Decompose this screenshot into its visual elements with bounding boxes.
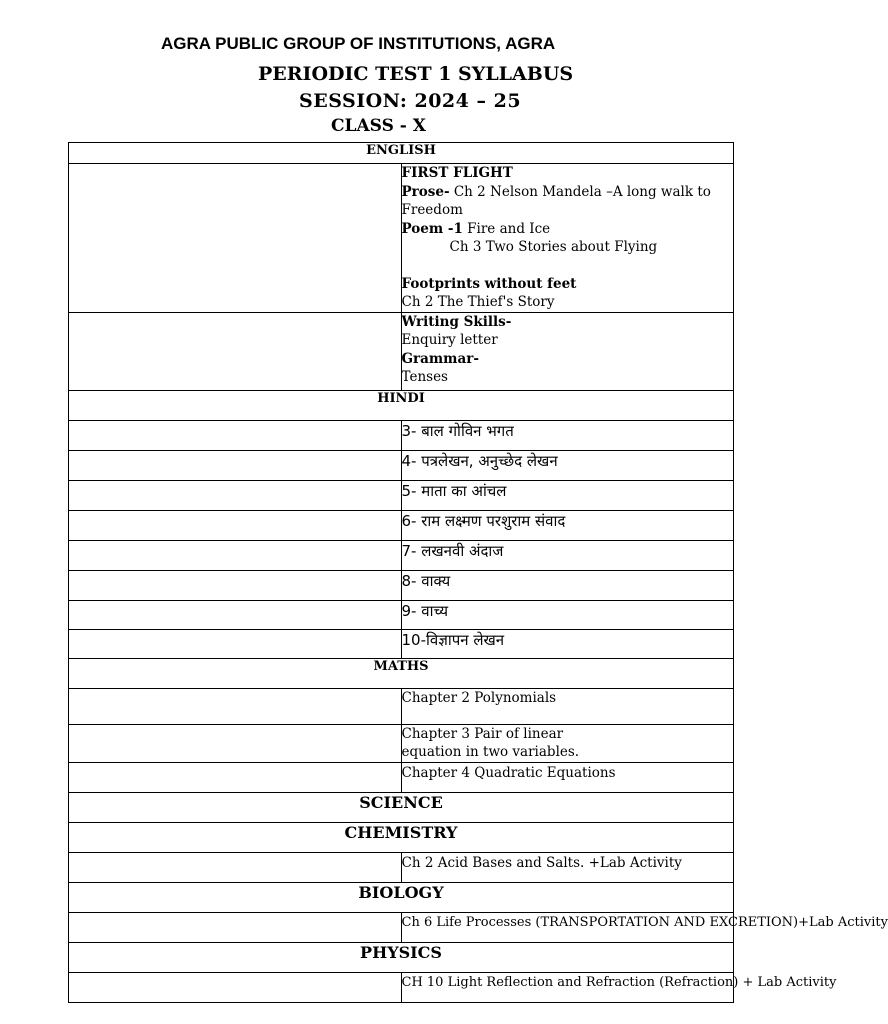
biology-header-row (69, 882, 734, 912)
empty-cell (69, 480, 402, 510)
chemistry-heading: CHEMISTRY (69, 822, 734, 852)
hindi-header-row (69, 390, 734, 420)
class-title: CLASS - X (331, 116, 426, 136)
chemistry-header-row (69, 822, 734, 852)
hindi-item: 7- लखनवी अंदाज (401, 540, 734, 570)
biology-row (69, 912, 734, 942)
maths-row (69, 762, 734, 792)
prose-line (402, 183, 734, 220)
hindi-item: 9- वाच्य (401, 600, 734, 629)
hindi-row (69, 480, 734, 510)
biology-item: Ch 6 Life Processes (TRANSPORTATION AND EXCRETION)+Lab Activity (401, 912, 734, 942)
empty-cell (69, 629, 402, 658)
maths-row (69, 688, 734, 724)
chapter-3-line: Ch 3 Two Stories about Flying (449, 239, 658, 255)
empty-cell (69, 164, 402, 313)
maths-chapter-3-line1: Chapter 3 Pair of linear (401, 725, 564, 742)
prose-label: Prose- (401, 183, 450, 200)
hindi-item: 8- वाक्य (401, 570, 734, 600)
biology-heading: BIOLOGY (69, 882, 734, 912)
physics-header-row (69, 942, 734, 972)
chemistry-row (69, 852, 734, 882)
hindi-item: 5- माता का आंचल (401, 480, 734, 510)
empty-cell (69, 912, 402, 942)
english-heading: ENGLISH (69, 143, 734, 164)
empty-cell (69, 688, 402, 724)
empty-cell (69, 972, 402, 1002)
poem-label: Poem -1 (401, 220, 463, 237)
poem-line (402, 220, 734, 239)
english-literature-cell (401, 164, 734, 313)
hindi-heading: HINDI (69, 390, 734, 420)
hindi-row (69, 420, 734, 450)
poem-text: Fire and Ice (462, 220, 551, 237)
book-first-flight: FIRST FLIGHT (401, 165, 513, 181)
english-skills-row (69, 312, 734, 390)
empty-cell (69, 450, 402, 480)
maths-chapter-2: Chapter 2 Polynomials (401, 688, 734, 724)
prose-text: Ch 2 Nelson Mandela –A long walk to Freedom (401, 183, 711, 218)
maths-chapter-3-line2: equation in two variables. (401, 744, 580, 760)
maths-heading: MATHS (69, 658, 734, 688)
hindi-item: 4- पत्रलेखन, अनुच्छेद लेखन (401, 450, 734, 480)
hindi-row (69, 600, 734, 629)
grammar-item: Tenses (401, 369, 448, 385)
empty-cell (69, 762, 402, 792)
hindi-item: 6- राम लक्ष्मण परशुराम संवाद (401, 510, 734, 540)
empty-cell (69, 600, 402, 629)
test-title: PERIODIC TEST 1 SYLLABUS (258, 63, 574, 85)
hindi-row (69, 510, 734, 540)
book-footprints: Footprints without feet (401, 275, 577, 292)
writing-skills-label: Writing Skills- (401, 313, 512, 330)
empty-cell (69, 420, 402, 450)
empty-cell (69, 852, 402, 882)
hindi-item: 10-विज्ञापन लेखन (401, 629, 734, 658)
thiefs-story-line: Ch 2 The Thief's Story (401, 294, 555, 310)
physics-heading: PHYSICS (69, 942, 734, 972)
maths-chapter-4: Chapter 4 Quadratic Equations (401, 762, 734, 792)
hindi-item: 3- बाल गोविन भगत (401, 420, 734, 450)
english-skills-cell (401, 312, 734, 390)
empty-cell (69, 312, 402, 390)
science-heading: SCIENCE (69, 792, 734, 822)
syllabus-table (68, 142, 888, 1003)
empty-cell (69, 510, 402, 540)
chemistry-item: Ch 2 Acid Bases and Salts. +Lab Activity (401, 852, 734, 882)
hindi-row (69, 629, 734, 658)
empty-cell (69, 540, 402, 570)
maths-row (69, 724, 734, 762)
english-literature-row (69, 164, 734, 313)
hindi-row (69, 570, 734, 600)
physics-item: CH 10 Light Reflection and Refraction (Refraction) + Lab Activity (401, 972, 734, 1002)
empty-cell (69, 570, 402, 600)
maths-chapter-3 (401, 724, 734, 762)
science-header-row (69, 792, 734, 822)
empty-cell (69, 724, 402, 762)
physics-row (69, 972, 734, 1002)
english-header-row (69, 143, 734, 164)
writing-skills-item: Enquiry letter (401, 332, 498, 348)
grammar-label: Grammar- (401, 350, 479, 367)
hindi-row (69, 540, 734, 570)
hindi-row (69, 450, 734, 480)
session-title: SESSION: 2024 – 25 (299, 90, 522, 112)
maths-header-row (69, 658, 734, 688)
institution-title: AGRA PUBLIC GROUP OF INSTITUTIONS, AGRA (161, 34, 556, 53)
